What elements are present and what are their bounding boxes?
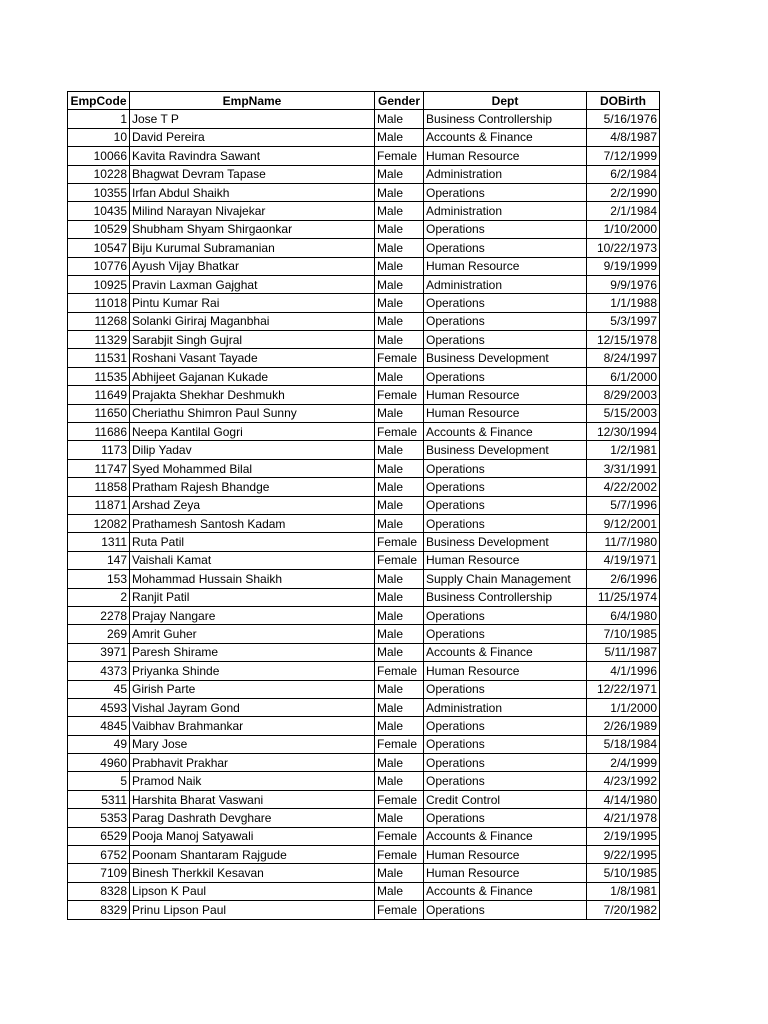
cell-empname[interactable]: Vaishali Kamat [130,551,375,569]
cell-dept[interactable]: Accounts & Finance [424,827,587,845]
cell-dobirth[interactable]: 2/2/1990 [587,183,660,201]
cell-gender[interactable]: Male [375,606,424,624]
cell-empcode[interactable]: 11268 [68,312,130,330]
cell-dobirth[interactable]: 5/3/1997 [587,312,660,330]
cell-empname[interactable]: Bhagwat Devram Tapase [130,165,375,183]
cell-empname[interactable]: Kavita Ravindra Sawant [130,147,375,165]
cell-empcode[interactable]: 11649 [68,386,130,404]
cell-empcode[interactable]: 2 [68,588,130,606]
cell-dobirth[interactable]: 12/30/1994 [587,423,660,441]
cell-gender[interactable]: Male [375,514,424,532]
table-row [68,147,660,165]
table-row [68,551,660,569]
cell-dept[interactable]: Operations [424,220,587,238]
cell-empcode[interactable]: 4845 [68,717,130,735]
cell-dept[interactable]: Operations [424,901,587,919]
cell-dept[interactable]: Operations [424,478,587,496]
table-row [68,496,660,514]
cell-dobirth[interactable]: 5/11/1987 [587,643,660,661]
header-dept[interactable]: Dept [424,92,587,110]
table-row [68,606,660,624]
cell-empname[interactable]: Abhijeet Gajanan Kukade [130,367,375,385]
cell-dept[interactable]: Operations [424,754,587,772]
cell-dobirth[interactable]: 4/14/1980 [587,790,660,808]
table-row [68,643,660,661]
cell-dept[interactable]: Business Controllership [424,110,587,128]
cell-dobirth[interactable]: 7/10/1985 [587,625,660,643]
cell-dept[interactable]: Administration [424,275,587,293]
cell-empcode[interactable]: 11329 [68,331,130,349]
cell-dept[interactable]: Accounts & Finance [424,882,587,900]
cell-empname[interactable]: Pintu Kumar Rai [130,294,375,312]
cell-gender[interactable]: Male [375,680,424,698]
table-row [68,717,660,735]
cell-empname[interactable]: Milind Narayan Nivajekar [130,202,375,220]
cell-empcode[interactable]: 10355 [68,183,130,201]
cell-gender[interactable]: Female [375,790,424,808]
cell-empcode[interactable]: 153 [68,570,130,588]
cell-empname[interactable]: Biju Kurumal Subramanian [130,239,375,257]
table-row [68,698,660,716]
table-row [68,441,660,459]
cell-empcode[interactable]: 10925 [68,275,130,293]
cell-empcode[interactable]: 1 [68,110,130,128]
cell-dept[interactable]: Operations [424,717,587,735]
cell-gender[interactable]: Male [375,110,424,128]
table-row [68,459,660,477]
cell-dobirth[interactable]: 12/15/1978 [587,331,660,349]
cell-gender[interactable]: Male [375,698,424,716]
cell-empcode[interactable]: 1173 [68,441,130,459]
cell-gender[interactable]: Male [375,257,424,275]
cell-empname[interactable]: Ranjit Patil [130,588,375,606]
cell-dept[interactable]: Business Controllership [424,588,587,606]
cell-dobirth[interactable]: 7/20/1982 [587,901,660,919]
table-row [68,735,660,753]
cell-dept[interactable]: Operations [424,367,587,385]
cell-empname[interactable]: Cheriathu Shimron Paul Sunny [130,404,375,422]
cell-empname[interactable]: David Pereira [130,128,375,146]
header-empcode[interactable]: EmpCode [68,92,130,110]
cell-empname[interactable]: Shubham Shyam Shirgaonkar [130,220,375,238]
cell-gender[interactable]: Male [375,496,424,514]
cell-dobirth[interactable]: 4/1/1996 [587,662,660,680]
cell-dept[interactable]: Accounts & Finance [424,643,587,661]
cell-empname[interactable]: Binesh Therkkil Kesavan [130,864,375,882]
cell-gender[interactable]: Female [375,846,424,864]
cell-gender[interactable]: Male [375,165,424,183]
cell-empname[interactable]: Paresh Shirame [130,643,375,661]
table-row [68,680,660,698]
cell-empcode[interactable]: 5 [68,772,130,790]
cell-gender[interactable]: Female [375,349,424,367]
cell-empcode[interactable]: 45 [68,680,130,698]
cell-dept[interactable]: Operations [424,735,587,753]
cell-empname[interactable]: Dilip Yadav [130,441,375,459]
cell-gender[interactable]: Male [375,864,424,882]
cell-dobirth[interactable]: 5/7/1996 [587,496,660,514]
cell-dobirth[interactable]: 5/18/1984 [587,735,660,753]
cell-empcode[interactable]: 10435 [68,202,130,220]
cell-empcode[interactable]: 4593 [68,698,130,716]
cell-dept[interactable]: Human Resource [424,257,587,275]
header-gender[interactable]: Gender [375,92,424,110]
cell-empname[interactable]: Vaibhav Brahmankar [130,717,375,735]
cell-dobirth[interactable]: 4/19/1971 [587,551,660,569]
cell-empname[interactable]: Arshad Zeya [130,496,375,514]
cell-gender[interactable]: Male [375,588,424,606]
cell-dobirth[interactable]: 1/8/1981 [587,882,660,900]
cell-empname[interactable]: Mary Jose [130,735,375,753]
cell-dept[interactable]: Operations [424,459,587,477]
cell-dept[interactable]: Human Resource [424,551,587,569]
cell-dept[interactable]: Administration [424,698,587,716]
cell-dept[interactable]: Operations [424,183,587,201]
table-row [68,514,660,532]
cell-gender[interactable]: Male [375,367,424,385]
cell-dobirth[interactable]: 2/1/1984 [587,202,660,220]
cell-gender[interactable]: Male [375,294,424,312]
cell-empcode[interactable]: 4373 [68,662,130,680]
table-row [68,349,660,367]
cell-empcode[interactable]: 10776 [68,257,130,275]
cell-dept[interactable]: Business Development [424,349,587,367]
cell-empname[interactable]: Roshani Vasant Tayade [130,349,375,367]
cell-gender[interactable]: Male [375,459,424,477]
cell-empname[interactable]: Prabhavit Prakhar [130,754,375,772]
cell-gender[interactable]: Female [375,827,424,845]
table-row [68,662,660,680]
cell-dobirth[interactable]: 7/12/1999 [587,147,660,165]
cell-dobirth[interactable]: 3/31/1991 [587,459,660,477]
cell-empname[interactable]: Ayush Vijay Bhatkar [130,257,375,275]
cell-dobirth[interactable]: 6/4/1980 [587,606,660,624]
cell-gender[interactable]: Male [375,441,424,459]
cell-gender[interactable]: Male [375,882,424,900]
table-row [68,312,660,330]
cell-empname[interactable]: Solanki Giriraj Maganbhai [130,312,375,330]
cell-dept[interactable]: Human Resource [424,386,587,404]
table-row [68,570,660,588]
cell-empname[interactable]: Lipson K Paul [130,882,375,900]
cell-empname[interactable]: Jose T P [130,110,375,128]
cell-empname[interactable]: Mohammad Hussain Shaikh [130,570,375,588]
table-row [68,754,660,772]
cell-empname[interactable]: Pravin Laxman Gajghat [130,275,375,293]
cell-dobirth[interactable]: 11/7/1980 [587,533,660,551]
cell-dobirth[interactable]: 12/22/1971 [587,680,660,698]
cell-dept[interactable]: Operations [424,606,587,624]
cell-dept[interactable]: Human Resource [424,404,587,422]
table-row [68,202,660,220]
cell-dobirth[interactable]: 9/9/1976 [587,275,660,293]
cell-empname[interactable]: Priyanka Shinde [130,662,375,680]
cell-dept[interactable]: Business Development [424,533,587,551]
cell-dobirth[interactable]: 6/2/1984 [587,165,660,183]
cell-dobirth[interactable]: 4/22/2002 [587,478,660,496]
cell-gender[interactable]: Female [375,423,424,441]
cell-dept[interactable]: Operations [424,312,587,330]
cell-gender[interactable]: Male [375,643,424,661]
cell-empcode[interactable]: 6529 [68,827,130,845]
cell-empname[interactable]: Prathamesh Santosh Kadam [130,514,375,532]
cell-empname[interactable]: Vishal Jayram Gond [130,698,375,716]
cell-dobirth[interactable]: 5/15/2003 [587,404,660,422]
cell-empcode[interactable]: 11650 [68,404,130,422]
cell-dept[interactable]: Accounts & Finance [424,423,587,441]
cell-dept[interactable]: Operations [424,809,587,827]
cell-empcode[interactable]: 1311 [68,533,130,551]
table-row [68,128,660,146]
cell-empcode[interactable]: 7109 [68,864,130,882]
cell-dobirth[interactable]: 4/8/1987 [587,128,660,146]
header-row [68,92,660,110]
table-row [68,239,660,257]
cell-dobirth[interactable]: 4/23/1992 [587,772,660,790]
cell-gender[interactable]: Female [375,662,424,680]
cell-empname[interactable]: Neepa Kantilal Gogri [130,423,375,441]
table-row [68,827,660,845]
cell-empcode[interactable]: 8328 [68,882,130,900]
cell-gender[interactable]: Male [375,128,424,146]
cell-dept[interactable]: Business Development [424,441,587,459]
table-row [68,588,660,606]
cell-gender[interactable]: Male [375,312,424,330]
cell-empname[interactable]: Poonam Shantaram Rajgude [130,846,375,864]
cell-empcode[interactable]: 11858 [68,478,130,496]
cell-gender[interactable]: Male [375,275,424,293]
cell-empname[interactable]: Irfan Abdul Shaikh [130,183,375,201]
cell-empcode[interactable]: 10066 [68,147,130,165]
table-body [68,110,660,919]
table-row [68,790,660,808]
cell-empcode[interactable]: 11018 [68,294,130,312]
cell-dobirth[interactable]: 1/2/1981 [587,441,660,459]
cell-empcode[interactable]: 10547 [68,239,130,257]
cell-dept[interactable]: Human Resource [424,846,587,864]
cell-empname[interactable]: Pooja Manoj Satyawali [130,827,375,845]
table-row [68,533,660,551]
cell-empname[interactable]: Pratham Rajesh Bhandge [130,478,375,496]
cell-dept[interactable]: Administration [424,165,587,183]
cell-empcode[interactable]: 11531 [68,349,130,367]
cell-empcode[interactable]: 11747 [68,459,130,477]
cell-empcode[interactable]: 3971 [68,643,130,661]
table-row [68,846,660,864]
cell-dobirth[interactable]: 4/21/1978 [587,809,660,827]
cell-gender[interactable]: Male [375,570,424,588]
cell-dobirth[interactable]: 2/6/1996 [587,570,660,588]
table-row [68,864,660,882]
cell-gender[interactable]: Male [375,809,424,827]
cell-dept[interactable]: Credit Control [424,790,587,808]
cell-dobirth[interactable]: 9/19/1999 [587,257,660,275]
cell-empcode[interactable]: 8329 [68,901,130,919]
table-row [68,423,660,441]
cell-empname[interactable]: Amrit Guher [130,625,375,643]
cell-dobirth[interactable]: 5/16/1976 [587,110,660,128]
cell-gender[interactable]: Male [375,478,424,496]
table-row [68,183,660,201]
cell-gender[interactable]: Male [375,331,424,349]
cell-dobirth[interactable]: 9/12/2001 [587,514,660,532]
cell-gender[interactable]: Male [375,220,424,238]
cell-empname[interactable]: Pramod Naik [130,772,375,790]
cell-dobirth[interactable]: 5/10/1985 [587,864,660,882]
cell-dobirth[interactable]: 1/10/2000 [587,220,660,238]
cell-empname[interactable]: Prajay Nangare [130,606,375,624]
cell-dobirth[interactable]: 1/1/1988 [587,294,660,312]
cell-empcode[interactable]: 11871 [68,496,130,514]
cell-gender[interactable]: Female [375,551,424,569]
cell-gender[interactable]: Male [375,239,424,257]
table-row [68,294,660,312]
cell-empcode[interactable]: 10 [68,128,130,146]
table-row [68,257,660,275]
table-row [68,165,660,183]
cell-dept[interactable]: Operations [424,625,587,643]
cell-dept[interactable]: Operations [424,239,587,257]
cell-dept[interactable]: Operations [424,496,587,514]
cell-dept[interactable]: Operations [424,294,587,312]
table-row [68,809,660,827]
table-row [68,901,660,919]
cell-empcode[interactable]: 49 [68,735,130,753]
cell-empcode[interactable]: 2278 [68,606,130,624]
cell-empcode[interactable]: 147 [68,551,130,569]
cell-dept[interactable]: Human Resource [424,662,587,680]
cell-gender[interactable]: Female [375,533,424,551]
cell-empname[interactable]: Syed Mohammed Bilal [130,459,375,477]
cell-empname[interactable]: Parag Dashrath Devghare [130,809,375,827]
cell-gender[interactable]: Male [375,404,424,422]
cell-gender[interactable]: Male [375,625,424,643]
cell-dept[interactable]: Operations [424,331,587,349]
table-row [68,625,660,643]
cell-dept[interactable]: Administration [424,202,587,220]
cell-gender[interactable]: Female [375,901,424,919]
table-row [68,331,660,349]
cell-dept[interactable]: Operations [424,680,587,698]
cell-dept[interactable]: Human Resource [424,864,587,882]
cell-empname[interactable]: Ruta Patil [130,533,375,551]
cell-empcode[interactable]: 10529 [68,220,130,238]
cell-gender[interactable]: Male [375,772,424,790]
cell-dept[interactable]: Operations [424,772,587,790]
cell-empcode[interactable]: 269 [68,625,130,643]
cell-dobirth[interactable]: 8/29/2003 [587,386,660,404]
cell-empcode[interactable]: 11686 [68,423,130,441]
header-empname[interactable]: EmpName [130,92,375,110]
cell-empcode[interactable]: 10228 [68,165,130,183]
header-dobirth[interactable]: DOBirth [587,92,660,110]
cell-gender[interactable]: Female [375,147,424,165]
cell-gender[interactable]: Female [375,735,424,753]
cell-dobirth[interactable]: 1/1/2000 [587,698,660,716]
cell-empname[interactable]: Girish Parte [130,680,375,698]
cell-empname[interactable]: Prajakta Shekhar Deshmukh [130,386,375,404]
employee-table [67,91,660,920]
cell-empcode[interactable]: 4960 [68,754,130,772]
cell-dept[interactable]: Supply Chain Management [424,570,587,588]
cell-gender[interactable]: Female [375,386,424,404]
table-row [68,386,660,404]
cell-dept[interactable]: Operations [424,514,587,532]
cell-empcode[interactable]: 5353 [68,809,130,827]
cell-dept[interactable]: Accounts & Finance [424,128,587,146]
cell-dobirth[interactable]: 6/1/2000 [587,367,660,385]
cell-dobirth[interactable]: 10/22/1973 [587,239,660,257]
table-row [68,275,660,293]
cell-empname[interactable]: Harshita Bharat Vaswani [130,790,375,808]
table-row [68,478,660,496]
cell-empcode[interactable]: 6752 [68,846,130,864]
cell-gender[interactable]: Male [375,754,424,772]
cell-empname[interactable]: Sarabjit Singh Gujral [130,331,375,349]
table-row [68,110,660,128]
cell-empcode[interactable]: 5311 [68,790,130,808]
cell-empcode[interactable]: 11535 [68,367,130,385]
cell-gender[interactable]: Male [375,202,424,220]
cell-gender[interactable]: Male [375,183,424,201]
cell-dobirth[interactable]: 2/4/1999 [587,754,660,772]
cell-empcode[interactable]: 12082 [68,514,130,532]
table-row [68,404,660,422]
cell-dobirth[interactable]: 2/26/1989 [587,717,660,735]
table-row [68,882,660,900]
table-row [68,367,660,385]
cell-dobirth[interactable]: 9/22/1995 [587,846,660,864]
table-row [68,220,660,238]
table-row [68,772,660,790]
cell-dobirth[interactable]: 8/24/1997 [587,349,660,367]
cell-dobirth[interactable]: 2/19/1995 [587,827,660,845]
cell-dept[interactable]: Human Resource [424,147,587,165]
cell-empname[interactable]: Prinu Lipson Paul [130,901,375,919]
cell-gender[interactable]: Male [375,717,424,735]
cell-dobirth[interactable]: 11/25/1974 [587,588,660,606]
